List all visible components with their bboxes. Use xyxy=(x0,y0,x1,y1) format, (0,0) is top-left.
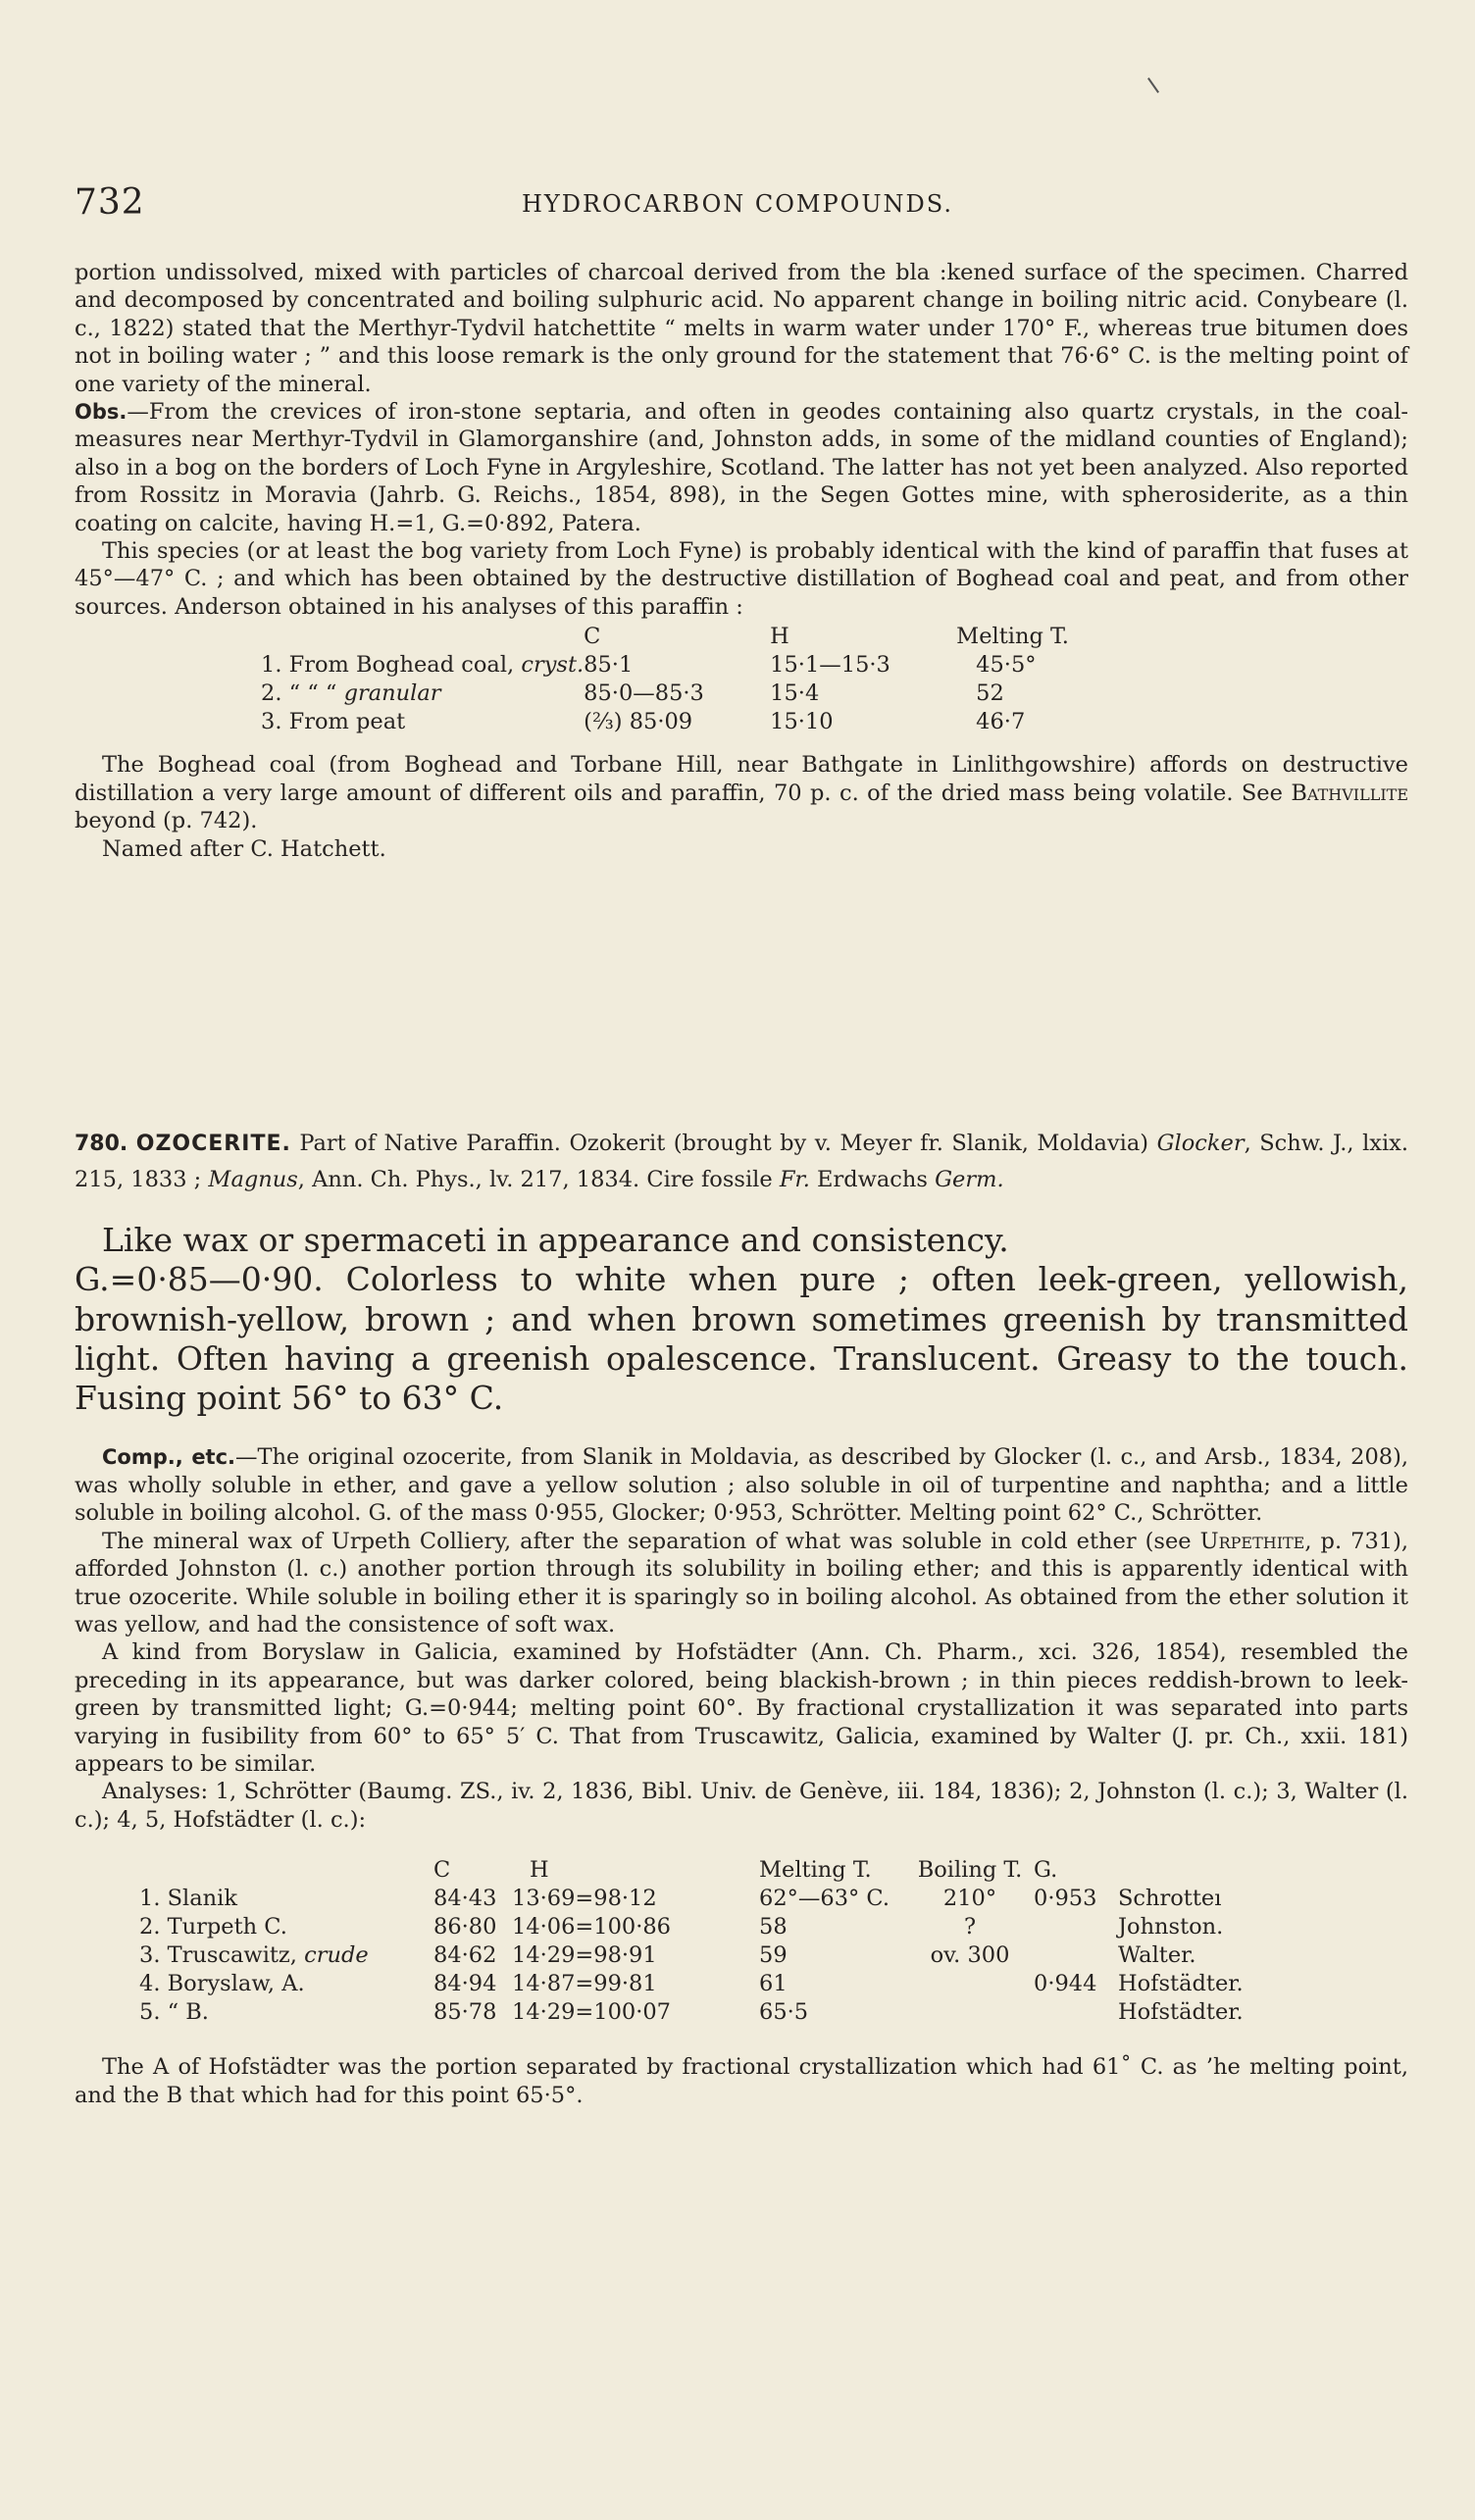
species-name: OZOCERITE. xyxy=(135,1132,291,1156)
page-number: 732 xyxy=(75,182,145,223)
row-qualifier: crude xyxy=(304,1942,369,1969)
cell-mp: 65·5 xyxy=(759,1999,809,2026)
synonymy-language: Fr. xyxy=(779,1167,810,1192)
cell-mp: 59 xyxy=(759,1942,788,1969)
cell-c: 86·80 xyxy=(433,1914,497,1940)
hatchettine-paragraph-1: portion undissolved, mixed with particles of charcoal derived from the bla :kened surface of thе specimen. Charred and decomposed by concentrated and boiling sulphuric acid. No apparent change in boiling nitric acid. Conybeare (l. c., 1822) stated that the Merthyr-Tydvil hatchettite “ melts in warm water under 170° F., whereas true bitumen does not in boiling water ; ” and this loose remark is the only ground for the statement that 76·6° C. is the melting point of one variety of the mineral. xyxy=(75,260,1408,397)
hatchettine-paragraph-5: Named after C. Hatchett. xyxy=(102,835,386,862)
cell-bp: 210° xyxy=(942,1886,997,1912)
paraffin-analysis-table xyxy=(75,624,1069,737)
cell-c: 85·0—85·3 xyxy=(584,680,704,707)
row-label: 2. “ “ “ xyxy=(261,680,337,707)
table-row xyxy=(75,680,1069,709)
cell-h: 14·29=100·07 xyxy=(512,1999,671,2026)
col-header: H xyxy=(530,1857,549,1884)
hatchettine-paragraph-3: This species (or at least the bog variety from Loch Fyne) is probably identical with the kind of paraffin that fuses at 45°—47° C. ; and which has been obtained by the destructive distillation of Boghead coal and peat, and from other sources. Anderson obtained in his analyses of this paraffin : xyxy=(75,538,1408,620)
ozocerite-analysis-table xyxy=(139,1857,1244,2028)
synonymy-author: Magnus xyxy=(208,1167,298,1192)
cell-mp: 61 xyxy=(759,1971,788,1997)
row-label: 1. From Boghead coal, xyxy=(261,652,515,679)
comp-paragraph-1 xyxy=(75,1443,1408,1527)
cell-source: Hofstädter. xyxy=(1118,1971,1244,1997)
cell-h: 15·10 xyxy=(770,709,834,735)
cell-h: 14·06=100·86 xyxy=(512,1914,671,1940)
p4-text-b: beyond (p. 742). xyxy=(75,808,258,834)
cross-reference-bathvillite: Bathvillite xyxy=(1291,780,1408,806)
comp-paragraph-4: Analyses: 1, Schrötter (Baumg. ZS., iv. 2, 1836, Bibl. Univ. de Genève, iii. 184, 1836); 2, Johnston (l. c.); 3, Walter (l. c.); 4, 5, Hofstädter (l. c.): xyxy=(75,1779,1408,1833)
cell-mp: 52 xyxy=(976,680,1004,707)
cell-c: (⅔) 85·09 xyxy=(584,709,693,735)
physical-description xyxy=(75,1221,1408,1418)
cell-g: 0·953 xyxy=(1034,1886,1097,1912)
p2-text-a: The mineral wax of Urpeth Colliery, after the separation of what was soluble in cold ether (see xyxy=(102,1528,1200,1554)
cell-source: Hofstädter. xyxy=(1118,1999,1244,2026)
col-header: C xyxy=(584,624,601,650)
row-label: 2. Turpeth C. xyxy=(139,1914,287,1940)
ozocerite-final-paragraph: The A of Hofstädter was the portion separated by fractional crystallization which had 61˚ C. as ’he melting point, and the B that which had for this point 65·5°. xyxy=(75,2054,1408,2108)
comp-paragraph-2 xyxy=(75,1528,1408,1639)
cell-g: 0·944 xyxy=(1034,1971,1097,1997)
table-header-row xyxy=(139,1857,1244,1886)
synonymy-text: Part of Native Paraffin. Ozokerit (brought by v. Meyer fr. Slanik, Moldavia) xyxy=(299,1131,1157,1156)
synonymy-language: Germ. xyxy=(935,1167,1004,1192)
hatchettine-section xyxy=(75,259,1408,863)
row-qualifier: cryst. xyxy=(521,652,585,679)
p4-text-a: The Boghead coal (from Boghead and Torbane Hill, near Bathgate in Linlithgowshire) affords on destructive distillation a very large amount of different oils and paraffin, 70 p. c. of the dried mass being volatile. See xyxy=(75,752,1408,806)
cell-bp xyxy=(906,1971,1034,1999)
col-header: G. xyxy=(1034,1857,1058,1884)
cell-c: 84·43 xyxy=(433,1886,497,1912)
synonymy-text: , Schw. J., lxix. 215, 1833 ; xyxy=(75,1131,1408,1192)
col-header: Melting T. xyxy=(759,1857,872,1884)
cell-g xyxy=(1034,1942,1118,1971)
cell-bp: ov. 300 xyxy=(930,1942,1010,1969)
p2-text-b: , p. 731), afforded Johnston (l. c.) another portion through its solubility in boiling ether; and this is apparently identical with true ozocerite. While soluble in boiling ether it is sparingly so in boiling alcohol. As obtained from the ether solution it was yellow, and had the consistence of soft wax. xyxy=(75,1528,1409,1638)
paper-speck xyxy=(1147,77,1159,93)
row-qualifier: granular xyxy=(343,680,441,707)
species-number: 780. xyxy=(75,1132,128,1156)
synonymy-text: Erdwachs xyxy=(809,1167,936,1192)
comp-lead: Comp., etc. xyxy=(102,1445,236,1470)
col-header: H xyxy=(770,624,789,650)
table-row xyxy=(139,1942,1244,1971)
synonymy-text: , Ann. Ch. Phys., lv. 217, 1834. Cire fossile xyxy=(297,1167,780,1192)
cell-mp: 58 xyxy=(759,1914,788,1940)
table-row xyxy=(139,1971,1244,1999)
table-row xyxy=(139,1999,1244,2028)
ozocerite-section xyxy=(75,1126,1408,2109)
cell-source: Walter. xyxy=(1118,1942,1196,1969)
row-label: 3. From peat xyxy=(261,709,406,735)
cell-source: Johnston. xyxy=(1118,1914,1224,1940)
col-header: Boiling T. xyxy=(917,1857,1023,1884)
comp-text: —The original ozocerite, from Slanik in Moldavia, as described by Glocker (l. c., and Arsb., 1834, 208), was wholly soluble in ether, and gave a yellow solution ; also soluble in oil of turpentine and naphtha; and a little soluble in boiling alcohol. G. of the mass 0·955, Glocker; 0·953, Schrötter. Melting point 62° C., Schrötter. xyxy=(75,1444,1408,1527)
synonymy-author: Glocker xyxy=(1156,1131,1245,1156)
row-label: 1. Slanik xyxy=(139,1886,237,1912)
cell-mp: 62°—63° C. xyxy=(759,1886,890,1912)
col-header: C xyxy=(433,1857,451,1884)
cell-h: 13·69=98·12 xyxy=(512,1886,657,1912)
cell-h: 15·1—15·3 xyxy=(770,652,890,679)
obs-text: —From the crevices of iron-stone septaria, and often in geodes containing also quartz crystals, in the coal-measures near Merthyr-Tydvil in Glamorganshire (and, Johnston adds, in some of the midland counties of England); also in a bog on the borders of Loch Fyne in Argyleshire, Scotland. The latter has not yet been analyzed. Also reported from Rossitz in Moravia (Jahrb. G. Reichs., 1854, 898), in the Segen Gottes mine, with spherosiderite, as a thin coating on calcite, having H.=1, G.=0·892, Patera. xyxy=(75,399,1408,536)
table-row xyxy=(75,709,1069,737)
row-label: 5. “ B. xyxy=(139,1999,209,2026)
cell-mp: 46·7 xyxy=(976,709,1026,735)
cell-g xyxy=(1034,1914,1118,1942)
row-label: 4. Boryslaw, A. xyxy=(139,1971,305,1997)
cross-reference-urpethite: Urpethite xyxy=(1199,1528,1305,1554)
cell-source: Schrotteı xyxy=(1118,1886,1222,1912)
cell-h: 14·87=99·81 xyxy=(512,1971,657,1997)
description-line-2: G.=0·85—0·90. Colorless to white when pure ; often leek-green, yellowish, brownish-yellow, brown ; and when brown sometimes greenish by transmitted light. Often having a greenish opalescence. Translucent. Greasy to the touch. Fusing point 56° to 63° C. xyxy=(75,1260,1408,1418)
cell-c: 85·1 xyxy=(584,652,634,679)
description-line-1: Like wax or spermaceti in appearance and consistency. xyxy=(102,1221,1009,1259)
cell-h: 14·29=98·91 xyxy=(512,1942,657,1969)
composition-section xyxy=(75,1443,1408,1834)
obs-lead: Obs. xyxy=(75,400,127,425)
cell-c: 85·78 xyxy=(433,1999,497,2026)
cell-c: 84·94 xyxy=(433,1971,497,1997)
cell-g xyxy=(1034,1999,1118,2028)
comp-paragraph-3: A kind from Boryslaw in Galicia, examined by Hofstädter (Ann. Ch. Pharm., xci. 326, 1854), resembled the preceding in its appearance, but was darker colored, being blackish-brown ; in thin pieces reddish-brown to leek-green by transmitted light; G.=0·944; melting point 60°. By fractional crystallization it was separated into parts varying in fusibility from 60° to 65° 5′ C. That from Truscawitz, Galicia, examined by Walter (J. pr. Ch., xxii. 181) appears to be similar. xyxy=(75,1639,1408,1777)
page-header xyxy=(0,182,1475,226)
ozocerite-heading xyxy=(75,1126,1408,1197)
row-label: 3. Truscawitz, xyxy=(139,1942,297,1969)
cell-c: 84·62 xyxy=(433,1942,497,1969)
running-title: HYDROCARBON COMPOUNDS. xyxy=(521,190,954,218)
hatchettine-paragraph-4 xyxy=(75,751,1408,834)
hatchettine-obs-paragraph xyxy=(75,398,1408,537)
table-header-row xyxy=(75,624,1069,652)
cell-bp xyxy=(906,1999,1034,2028)
table-row xyxy=(139,1886,1244,1914)
cell-h: 15·4 xyxy=(770,680,820,707)
table-row xyxy=(75,652,1069,680)
col-header: Melting T. xyxy=(956,624,1069,650)
cell-mp: 45·5° xyxy=(976,652,1037,679)
cell-bp: ? xyxy=(963,1914,977,1940)
table-row xyxy=(139,1914,1244,1942)
